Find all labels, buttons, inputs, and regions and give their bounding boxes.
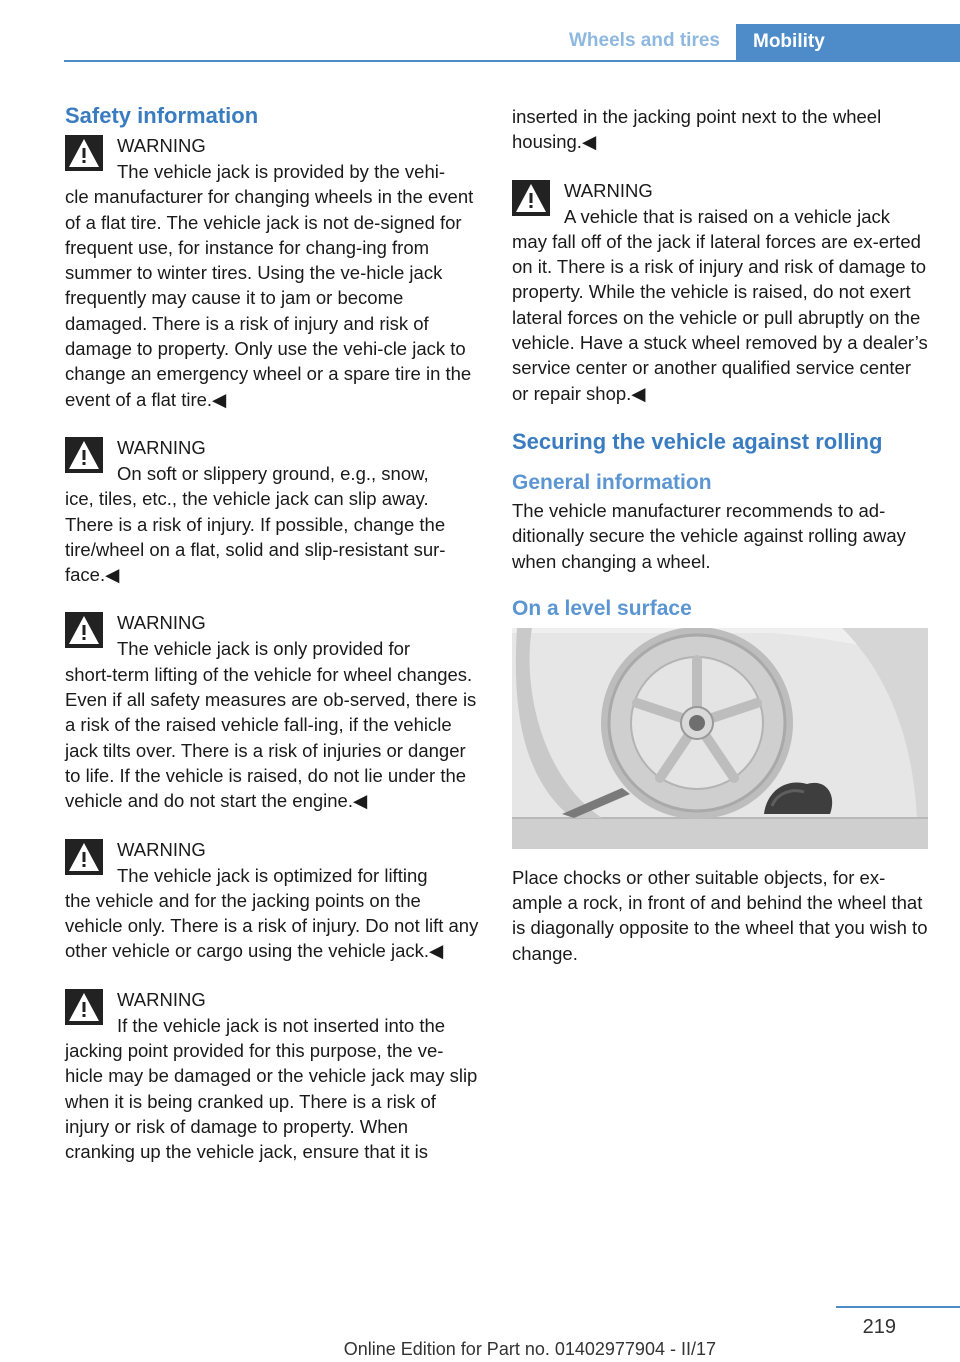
subsection-title-general: General information — [512, 470, 712, 494]
warning-label: WARNING — [117, 838, 206, 860]
header-chapter-tab — [736, 24, 960, 61]
general-information-text: The vehicle manufacturer recommends to ad‐ditionally secure the vehicle against rolling away when changing a wheel. — [512, 499, 906, 572]
warning-block — [512, 177, 930, 406]
warning-label: WARNING — [117, 988, 206, 1010]
warning-block — [65, 836, 481, 964]
page-number: 219 — [862, 1316, 896, 1338]
illustration-caption: Place chocks or other suitable objects, for ex‐ample a rock, in front of and behind the wheel that is diagonally opposite to the wheel that you wish to change. — [512, 866, 928, 964]
warning-block — [65, 986, 481, 1165]
warning-first-line: A vehicle that is raised on a vehicle jack — [564, 205, 890, 227]
warning-triangle-icon — [65, 437, 103, 473]
warning-text: jacking point provided for this purpose, the ve‐hicle may be damaged or the vehicle jack may slip when it is being cranked up. There is a risk of injury or risk of damage to property. When cranking up the vehicle jack, ensure that it is — [65, 1040, 478, 1163]
page-header — [0, 0, 960, 62]
warning-triangle-icon — [65, 135, 103, 171]
warning-triangle-icon — [512, 180, 550, 216]
continued-text: inserted in the jacking point next to the wheel housing.◀ — [512, 106, 882, 153]
warning-triangle-icon — [65, 839, 103, 875]
warning-first-line: The vehicle jack is provided by the vehi‐ — [117, 161, 446, 182]
warning-triangle-icon — [65, 989, 103, 1025]
warning-first-line: If the vehicle jack is not inserted into the — [117, 1014, 446, 1036]
header-section-title: Wheels and tires — [569, 30, 720, 51]
warning-block — [65, 434, 481, 587]
header-chapter-label: Mobility — [753, 31, 825, 52]
subsection-title-level-surface: On a level surface — [512, 596, 692, 620]
warning-text: short-term lifting of the vehicle for wheel changes. Even if all safety measures are ob‐served, there is a risk of the raised vehicle fall‐ing, if the vehicle jack tilts over. There is a risk of injuries or danger to life. If the vehicle is raised, do not lie under the vehicle and do not start the engine.◀ — [65, 663, 477, 812]
warning-label: WARNING — [117, 135, 206, 156]
warning-label: WARNING — [564, 179, 653, 201]
warning-text: ice, tiles, etc., the vehicle jack can slip away. There is a risk of injury. If possible, change the tire/wheel on a flat, solid and slip-resistant sur‐face.◀ — [65, 488, 446, 586]
warning-triangle-icon — [65, 612, 103, 648]
warning-block — [65, 132, 481, 412]
header-rule — [64, 60, 960, 62]
section-title-safety: Safety information — [65, 103, 259, 128]
warning-label: WARNING — [117, 612, 206, 634]
warning-block — [65, 609, 481, 813]
warning-first-line: The vehicle jack is only provided for — [117, 638, 411, 660]
wheel-chock-illustration — [512, 628, 928, 849]
footer-edition-text: Online Edition for Part no. 01402977904 - II/17 — [343, 1339, 716, 1359]
left-column — [65, 98, 481, 1187]
section-title-securing: Securing the vehicle against rolling — [512, 428, 883, 454]
warning-text: the vehicle and for the jacking points on the vehicle only. There is a risk of injury. Do not lift any other vehicle or cargo using the vehicle jack.◀ — [65, 889, 479, 962]
right-column — [512, 104, 930, 966]
footer-rule — [836, 1306, 960, 1308]
warning-first-line: On soft or slippery ground, e.g., snow, — [117, 462, 429, 484]
warning-text: cle manufacturer for changing wheels in the event of a flat tire. The vehicle jack is not de‐signed for frequent use, for instance for chang‐ing from summer to winter tires. Using the ve‐hicle jack frequently may cause it to jam or become damaged. There is a risk of injury and risk of damage to property. Only use the vehi‐cle jack to change an emergency wheel or a spare tire in the event of a flat tire.◀ — [65, 186, 474, 410]
warning-text: may fall off of the jack if lateral forces are ex‐erted on it. There is a risk of injury and risk of damage to property. While the vehicle is raised, do not exert lateral forces on the vehicle or pull abruptly on the vehicle. Have a stuck wheel removed by a dealer’s service center or another qualified service center or repair shop.◀ — [512, 230, 928, 404]
warning-label: WARNING — [117, 436, 206, 458]
warning-first-line: The vehicle jack is optimized for lifting — [117, 864, 428, 886]
